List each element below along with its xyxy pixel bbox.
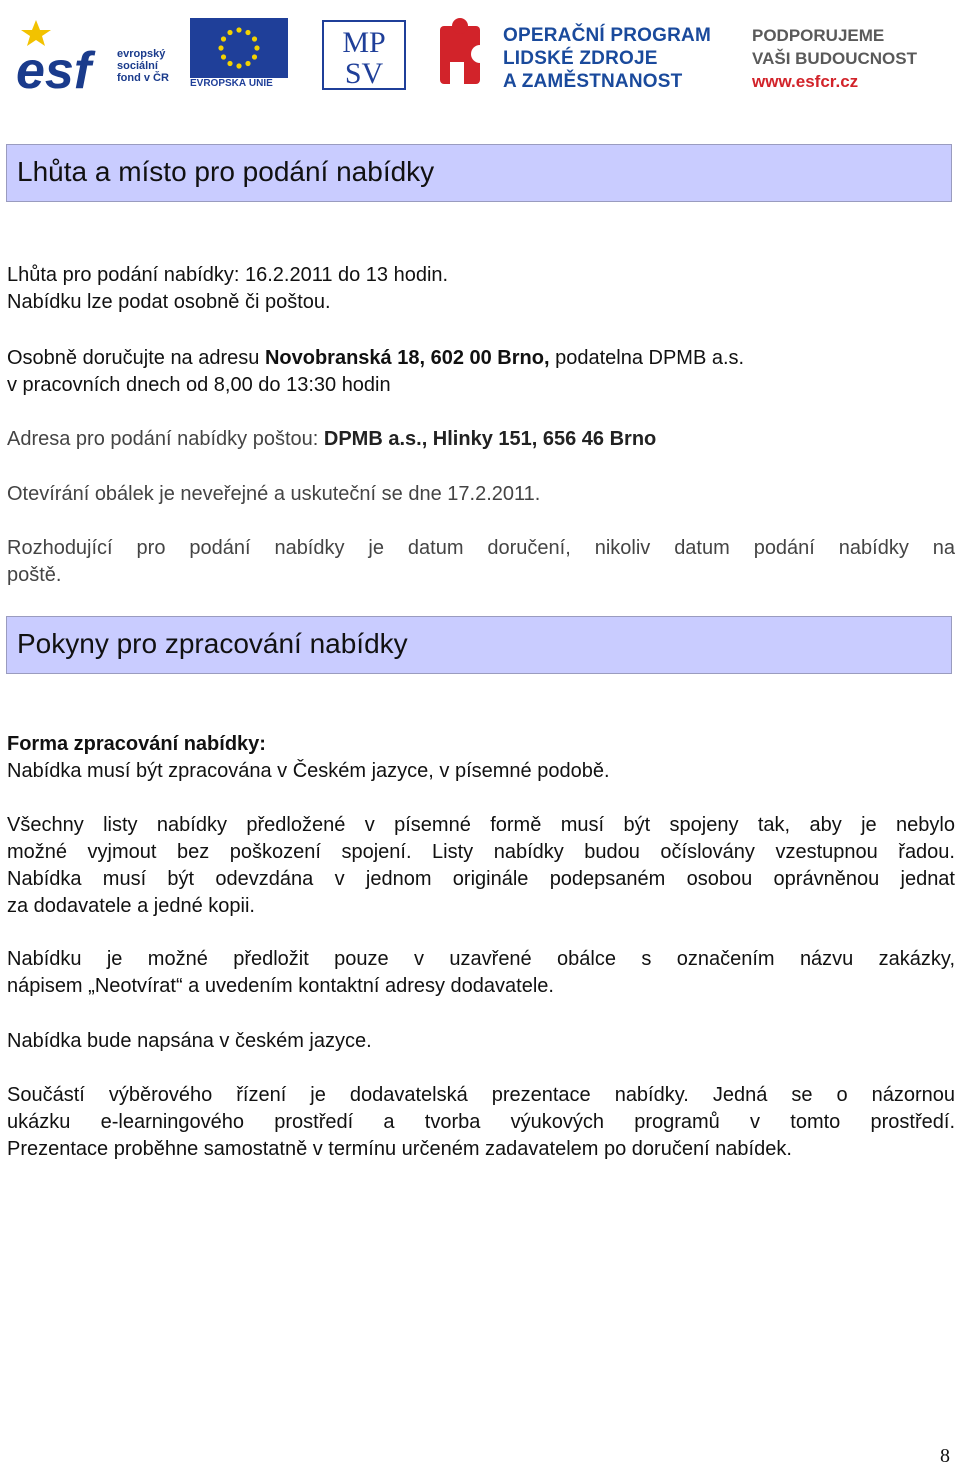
esf-logo-icon: [14, 14, 114, 94]
eu-flag-icon: [190, 18, 288, 78]
section-title: Lhůta a místo pro podání nabídky: [17, 156, 435, 187]
opening-text: Otevírání obálek je neveřejné a uskuteční se dne 17.2.2011.: [7, 483, 541, 505]
section-header-instructions: [6, 616, 952, 674]
paragraph-line: za dodavatele a jedné kopii.: [7, 895, 255, 917]
section-header-deadline: [6, 144, 952, 202]
paragraph-line: nápisem „Neotvírat“ a uvedením kontaktní adresy dodavatele.: [7, 975, 554, 997]
paragraph-line: Všechny listy nabídky předložené v písemné formě musí být spojeny tak, aby je nebylo: [7, 814, 955, 836]
deadline-text: Lhůta pro podání nabídky: 16.2.2011 do 13 hodin.: [7, 264, 449, 286]
op-logo-text: [503, 24, 711, 93]
paragraph-line: Součástí výběrového řízení je dodavatelská prezentace nabídky. Jedná se o názornou: [7, 1084, 955, 1106]
personal-delivery-text: [7, 345, 744, 372]
mpsv-top-text: MP: [342, 26, 386, 59]
decisive-text-line: Rozhodující pro podání nabídky je datum doručení, nikoliv datum podání nabídky na: [7, 537, 955, 559]
postal-address-text: [7, 426, 656, 453]
form-heading: Forma zpracování nabídky:: [7, 733, 266, 755]
op-line: OPERAČNÍ PROGRAM: [503, 25, 711, 46]
slogan-line: PODPORUJEME: [752, 26, 885, 45]
postal-prefix: Adresa pro podání nabídky poštou:: [7, 428, 324, 450]
office-hours-text: v pracovních dnech od 8,00 do 13:30 hodin: [7, 374, 391, 396]
logo-banner: [0, 0, 960, 110]
paragraph-line: Nabídka bude napsána v českém jazyce.: [7, 1030, 372, 1052]
paragraph-line: Nabídka musí být odevzdána v jednom originále podepsaném osobou oprávněnou jednat: [7, 868, 955, 890]
esf-caption-line: sociální: [117, 60, 158, 72]
page-number: 8: [940, 1445, 950, 1467]
esf-caption-line: fond v ČR: [117, 72, 169, 84]
personal-prefix: Osobně doručujte na adresu: [7, 347, 265, 369]
paragraph-line: ukázku e-learningového prostředí a tvorba výukových programů v tomto prostředí.: [7, 1111, 955, 1133]
section-title: Pokyny pro zpracování nabídky: [17, 628, 408, 659]
form-text: Nabídka musí být zpracována v Českém jazyce, v písemné podobě.: [7, 760, 610, 782]
op-line: A ZAMĚSTNANOST: [503, 71, 683, 92]
puzzle-figure-icon: [436, 18, 496, 92]
personal-suffix: podatelna DPMB a.s.: [549, 347, 745, 369]
esf-caption: [117, 48, 169, 84]
esf-caption-line: evropský: [117, 48, 166, 60]
postal-address: DPMB a.s., Hlinky 151, 656 46 Brno: [323, 428, 657, 450]
op-line: LIDSKÉ ZDROJE: [503, 48, 658, 69]
mpsv-logo-icon: [322, 20, 406, 90]
decisive-text-line: poště.: [7, 564, 62, 586]
paragraph-line: Nabídku je možné předložit pouze v uzavřené obálce s označením názvu zakázky,: [7, 948, 955, 970]
eu-caption: EVROPSKÁ UNIE: [190, 78, 273, 89]
delivery-mode-text: Nabídku lze podat osobně či poštou.: [7, 291, 331, 313]
mpsv-bottom-text: SV: [344, 57, 384, 90]
slogan-line: VAŠI BUDOUCNOST: [752, 49, 917, 68]
personal-address: Novobranská 18, 602 00 Brno,: [264, 347, 550, 369]
paragraph-line: Prezentace proběhne samostatně v termínu určeném zadavatelem po doručení nabídek.: [7, 1138, 792, 1160]
paragraph-line: možné vyjmout bez poškození spojení. Listy nabídky budou očíslovány vzestupnou řadou.: [7, 841, 955, 863]
esf-letters: esf: [16, 42, 92, 94]
esf-url-link[interactable]: www.esfcr.cz: [752, 72, 859, 91]
support-slogan: [752, 24, 917, 93]
